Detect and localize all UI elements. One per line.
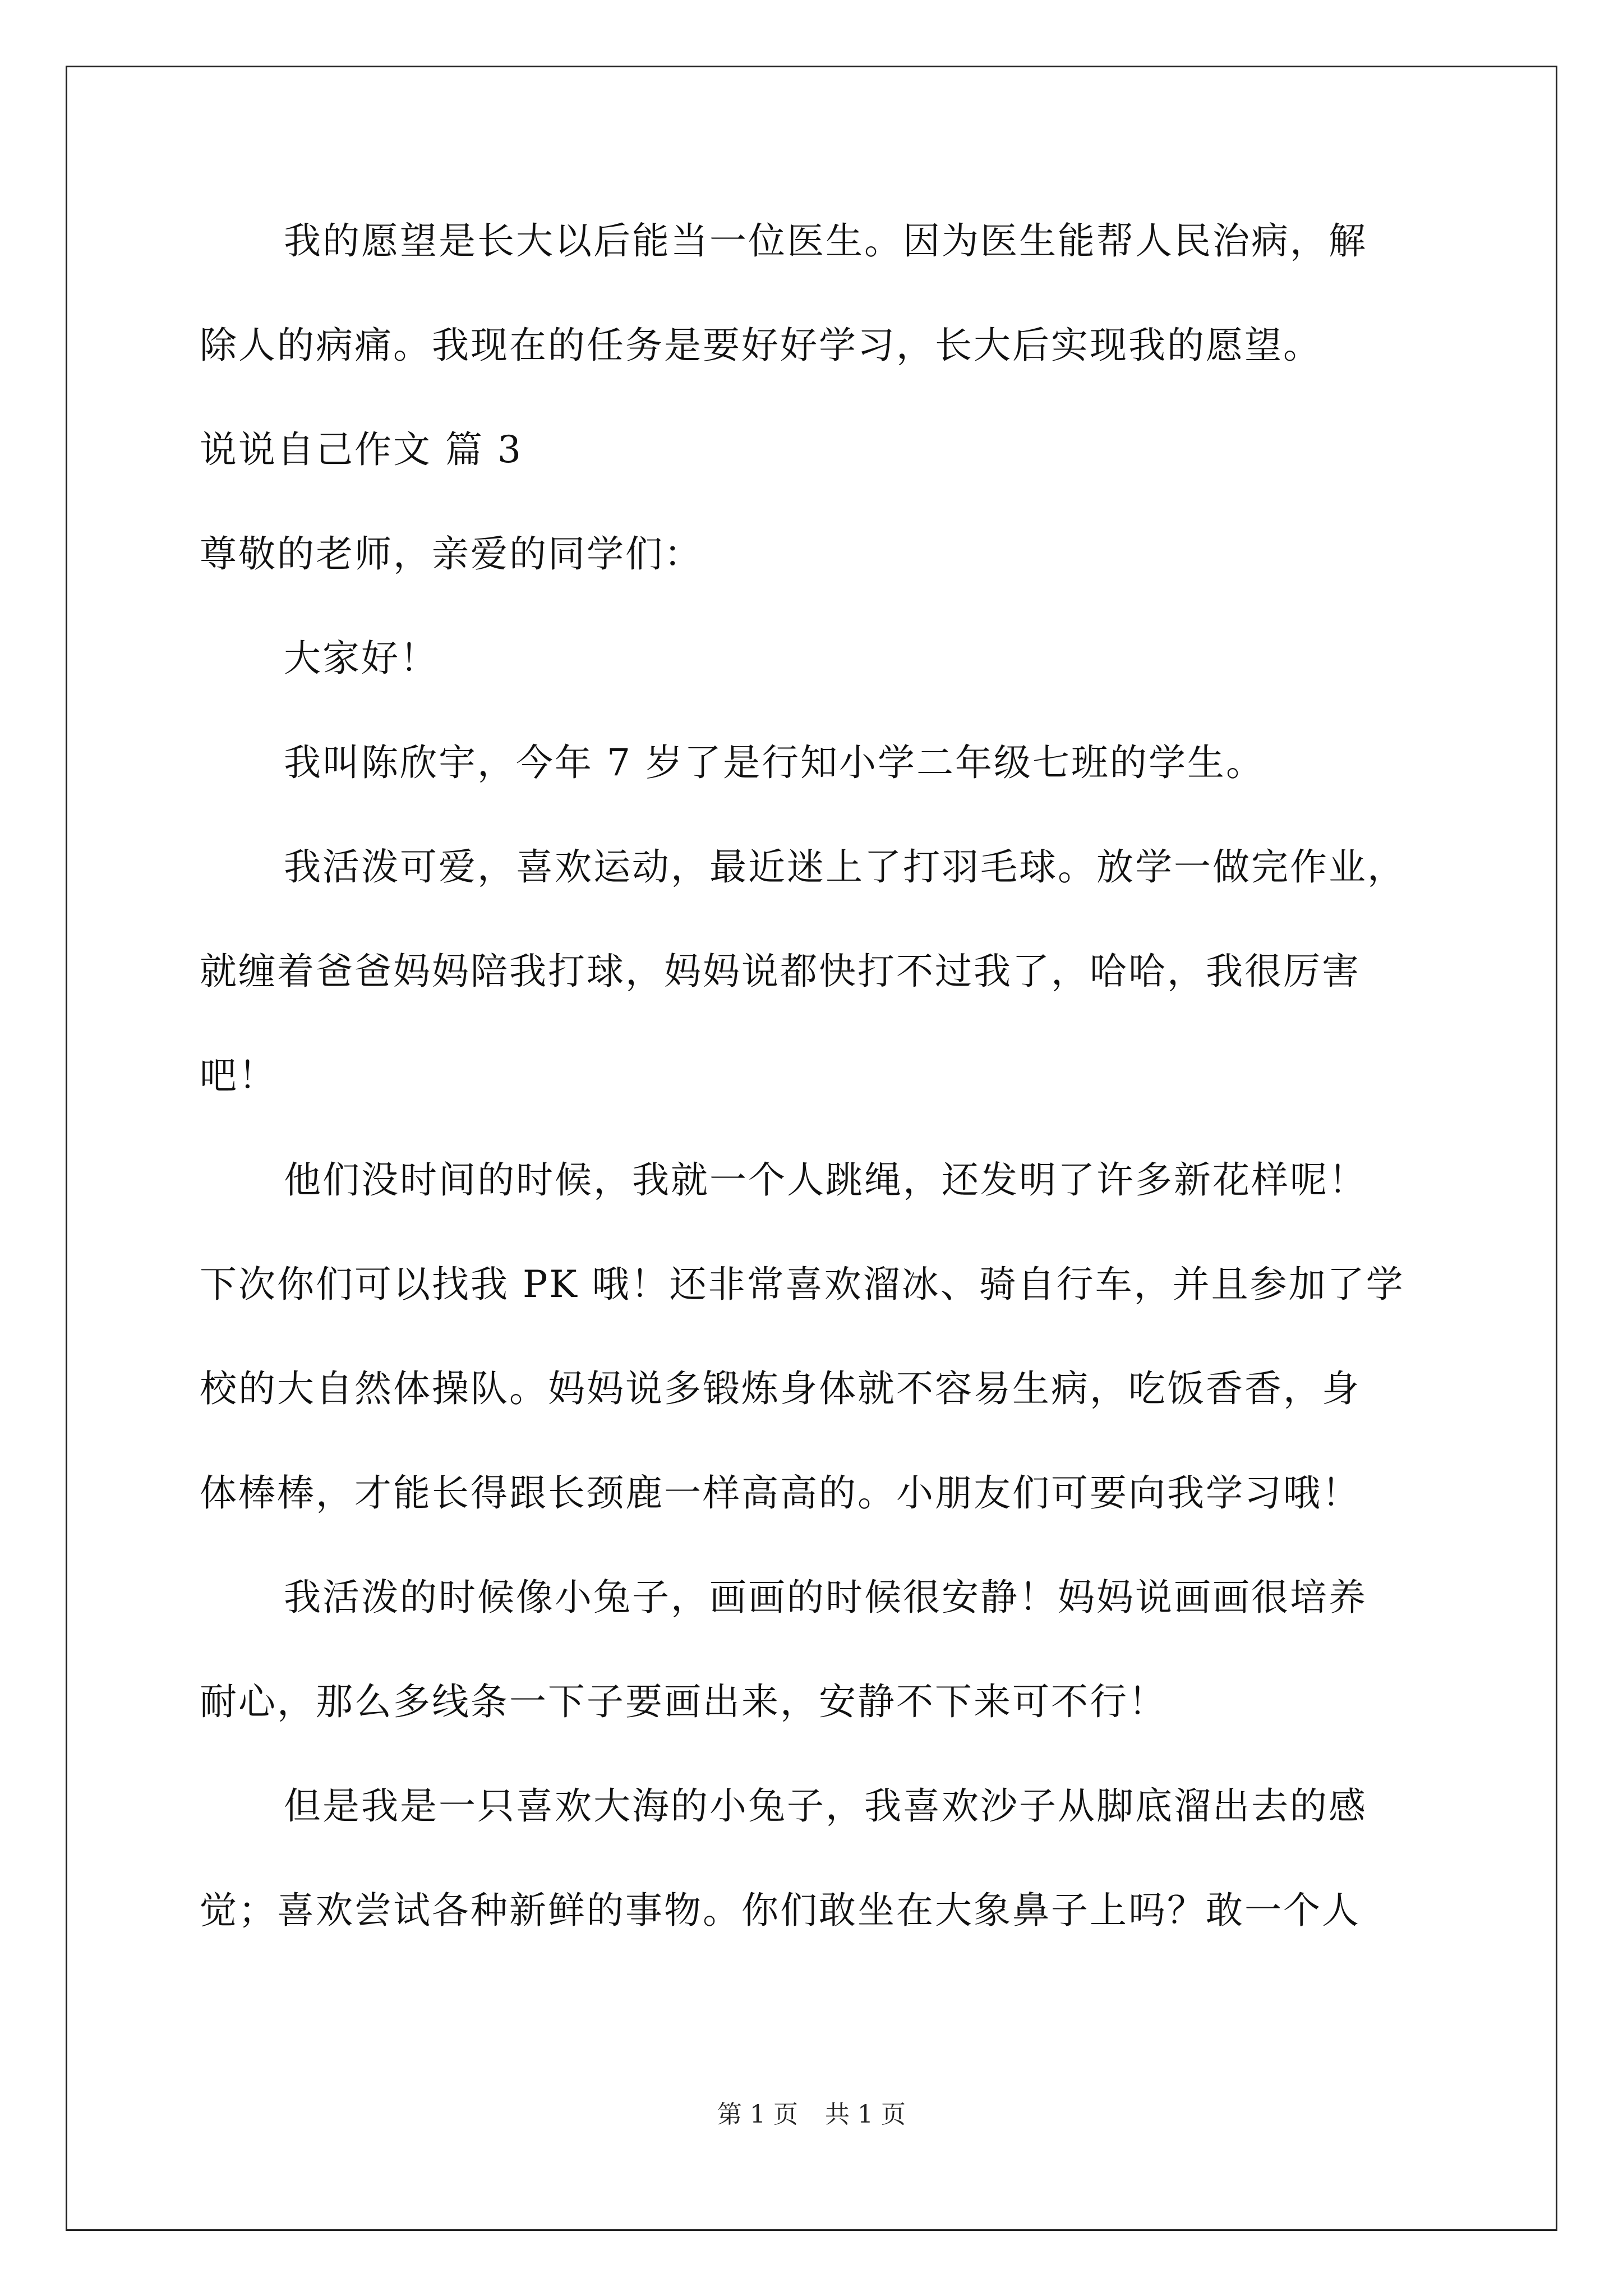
text-line: 我活泼的时候像小兔子，画画的时候很安静！妈妈说画画很培养 (284, 1576, 1367, 1619)
text-line: 我叫陈欣宇，今年 7 岁了是行知小学二年级七班的学生。 (284, 741, 1265, 784)
text-line: 除人的病痛。我现在的任务是要好好学习，长大后实现我的愿望。 (200, 324, 1322, 367)
greeting: 大家好！ (284, 637, 439, 680)
text-line: 他们没时间的时候，我就一个人跳绳，还发明了许多新花样呢！ (284, 1158, 1367, 1202)
text-line: 下次你们可以找我 PK 哦！还非常喜欢溜冰、骑自行车，并且参加了学 (200, 1263, 1405, 1306)
text-line: 体棒棒，才能长得跟长颈鹿一样高高的。小朋友们可要向我学习哦！ (200, 1471, 1361, 1515)
text-line: 就缠着爸爸妈妈陪我打球，妈妈说都快打不过我了，哈哈，我很厉害 (200, 950, 1361, 993)
section-heading: 说说自己作文 篇 3 (200, 428, 523, 471)
text-line: 但是我是一只喜欢大海的小兔子，我喜欢沙子从脚底溜出去的感 (284, 1784, 1367, 1828)
salutation: 尊敬的老师，亲爱的同学们： (200, 532, 703, 576)
text-line: 耐心，那么多线条一下子要画出来，安静不下来可不行！ (200, 1680, 1167, 1723)
text-line: 吧！ (200, 1054, 277, 1097)
text-line: 觉；喜欢尝试各种新鲜的事物。你们敢坐在大象鼻子上吗？敢一个人 (200, 1889, 1361, 1932)
text-line: 校的大自然体操队。妈妈说多锻炼身体就不容易生病，吃饭香香，身 (200, 1367, 1361, 1410)
page-total: 共 1 页 (825, 2100, 906, 2129)
document-body (200, 213, 1456, 1987)
page-number: 第 1 页 (717, 2100, 798, 2129)
text-line: 我的愿望是长大以后能当一位医生。因为医生能帮人民治病，解 (284, 219, 1367, 263)
page-footer (0, 2098, 1623, 2132)
text-line: 我活泼可爱，喜欢运动，最近迷上了打羽毛球。放学一做完作业， (284, 845, 1406, 889)
